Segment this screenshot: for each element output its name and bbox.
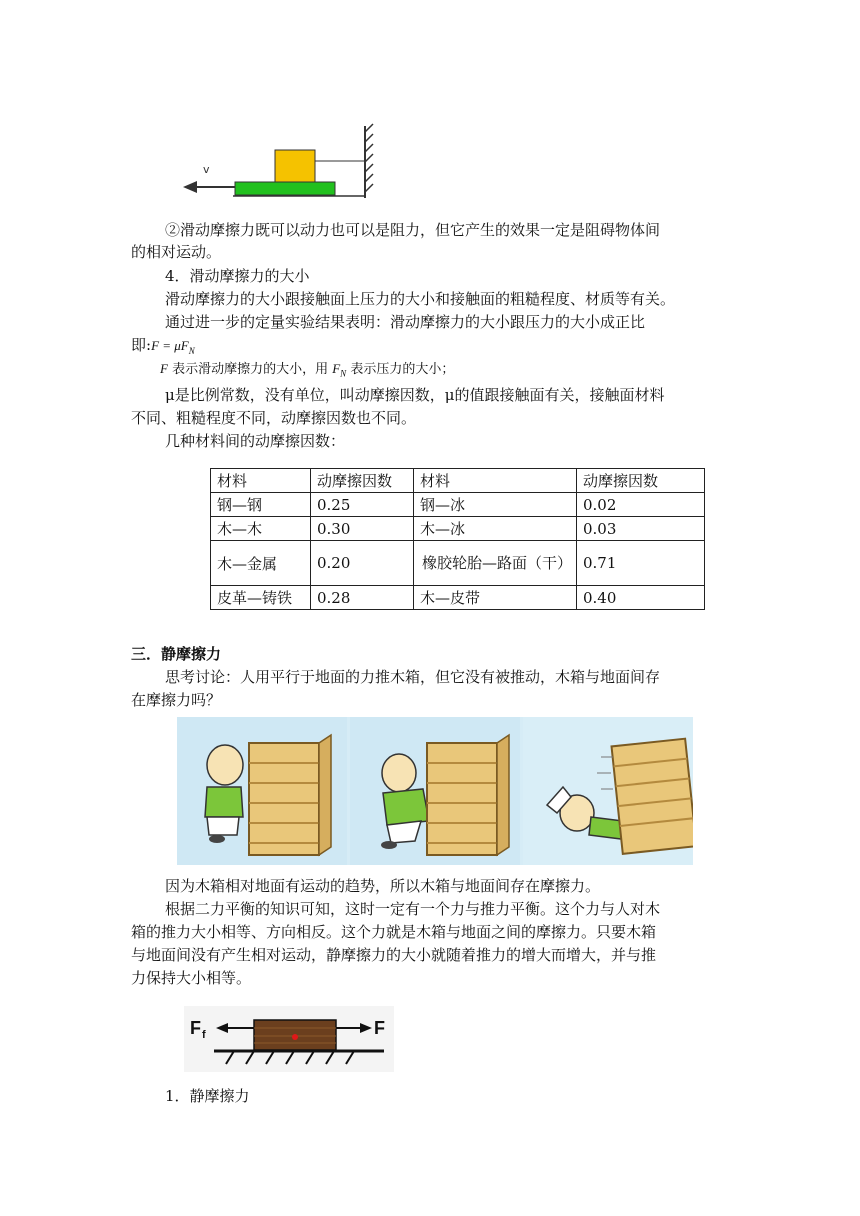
table-header-cell: 动摩擦因数 bbox=[311, 469, 414, 493]
friction-force-label: F bbox=[190, 1018, 201, 1038]
paragraph-line: 思考讨论：人用平行于地面的力推木箱，但它没有被推动，木箱与地面间存 bbox=[165, 668, 661, 686]
table-header-cell: 材料 bbox=[211, 469, 311, 493]
paragraph-line: 与地面间没有产生相对运动，静摩擦力的大小就随着推力的增大而增大，并与推 bbox=[131, 946, 657, 964]
paragraph-line: 因为木箱相对地面有运动的趋势，所以木箱与地面间存在摩擦力。 bbox=[165, 877, 601, 895]
table-cell: 橡胶轮胎—路面（干） bbox=[414, 541, 577, 586]
push-force-label: F bbox=[374, 1018, 385, 1038]
table-cell: 0.71 bbox=[577, 541, 705, 586]
table-row bbox=[211, 493, 705, 517]
formula-subscript: N bbox=[188, 346, 195, 356]
note-fn: F bbox=[332, 361, 341, 376]
friction-force-subscript: f bbox=[202, 1029, 206, 1041]
table-cell: 木—木 bbox=[211, 517, 311, 541]
table-cell: 0.40 bbox=[577, 586, 705, 610]
table-cell: 木—金属 bbox=[211, 541, 311, 586]
static-friction-diagram bbox=[184, 1006, 394, 1072]
table-row bbox=[211, 586, 705, 610]
subsection-heading: 1．静摩擦力 bbox=[165, 1087, 250, 1105]
boy-pants bbox=[207, 817, 239, 835]
yellow-block bbox=[275, 150, 315, 182]
crate-side bbox=[319, 735, 331, 855]
pushing-crate-illustration bbox=[177, 717, 693, 865]
friction-coefficient-table bbox=[210, 468, 705, 610]
velocity-arrowhead bbox=[183, 181, 197, 193]
paragraph-line: 通过进一步的定量实验结果表明：滑动摩擦力的大小跟压力的大小成正比 bbox=[165, 313, 646, 331]
table-cell: 木—皮带 bbox=[414, 586, 577, 610]
table-header-cell: 动摩擦因数 bbox=[577, 469, 705, 493]
paragraph-line: 的相对运动。 bbox=[131, 243, 222, 261]
note-text-1: 表示滑动摩擦力的大小，用 bbox=[167, 362, 333, 377]
boy-shirt bbox=[205, 787, 243, 817]
paragraph-line: 根据二力平衡的知识可知，这时一定有一个力与推力平衡。这个力与人对木 bbox=[165, 900, 661, 918]
paragraph-line: 箱的推力大小相等、方向相反。这个力就是木箱与地面之间的摩擦力。只要木箱 bbox=[131, 923, 657, 941]
boy-shoe bbox=[209, 835, 225, 843]
section-heading: 4．滑动摩擦力的大小 bbox=[165, 267, 310, 285]
boy-shoe bbox=[381, 841, 397, 849]
green-board bbox=[235, 182, 335, 195]
paragraph-line: μ是比例常数，没有单位，叫动摩擦因数，μ的值跟接触面有关，接触面材料 bbox=[165, 386, 665, 404]
paragraph-line: 力保持大小相等。 bbox=[131, 969, 252, 987]
wall-hatching bbox=[365, 124, 373, 192]
table-cell: 钢—钢 bbox=[211, 493, 311, 517]
note-f: F bbox=[160, 361, 168, 376]
crate-tilted bbox=[612, 739, 693, 854]
table-cell: 0.25 bbox=[311, 493, 414, 517]
pushing-crate-panels bbox=[177, 717, 693, 865]
sliding-friction-diagram bbox=[175, 120, 380, 200]
table-cell: 皮革—铸铁 bbox=[211, 586, 311, 610]
crate bbox=[427, 743, 497, 855]
table-cell: 0.20 bbox=[311, 541, 414, 586]
table-cell: 钢—冰 bbox=[414, 493, 577, 517]
table-row bbox=[211, 517, 705, 541]
sliding-friction-figure bbox=[175, 120, 380, 200]
boy-head bbox=[382, 754, 416, 792]
formula-prefix: 即: bbox=[131, 336, 152, 354]
paragraph-line: 滑动摩擦力的大小跟接触面上压力的大小和接触面的粗糙程度、材质等有关。 bbox=[165, 290, 676, 308]
paragraph-line: 不同、粗糙程度不同，动摩擦因数也不同。 bbox=[131, 409, 417, 427]
table-cell: 木—冰 bbox=[414, 517, 577, 541]
boy-shirt bbox=[383, 789, 429, 825]
formula-note bbox=[160, 358, 770, 385]
crate bbox=[612, 739, 693, 854]
table-cell: 0.02 bbox=[577, 493, 705, 517]
table-cell: 0.03 bbox=[577, 517, 705, 541]
table-cell: 0.30 bbox=[311, 517, 414, 541]
note-text-2: 表示压力的大小； bbox=[346, 362, 455, 377]
formula: F = μF bbox=[151, 338, 189, 353]
table-cell: 0.28 bbox=[311, 586, 414, 610]
table-row bbox=[211, 541, 705, 586]
note-fn-subscript: N bbox=[340, 368, 347, 379]
paragraph-line: 在摩擦力吗？ bbox=[131, 691, 222, 709]
static-friction-svg bbox=[184, 1006, 394, 1072]
section-title: 三．静摩擦力 bbox=[131, 645, 222, 663]
paragraph-line: 几种材料间的动摩擦因数： bbox=[165, 432, 346, 450]
table-header-cell: 材料 bbox=[414, 469, 577, 493]
center-dot bbox=[292, 1034, 298, 1040]
crate-side bbox=[497, 735, 509, 855]
velocity-label: v bbox=[203, 163, 210, 176]
table-header-row bbox=[211, 469, 705, 493]
panel-1 bbox=[205, 735, 331, 855]
boy-shirt bbox=[589, 817, 623, 839]
boy-pants bbox=[387, 821, 421, 843]
boy-head bbox=[207, 745, 243, 785]
crate bbox=[249, 743, 319, 855]
paragraph-line: ②滑动摩擦力既可以动力也可以是阻力，但它产生的效果一定是阻碍物体间 bbox=[165, 221, 661, 239]
